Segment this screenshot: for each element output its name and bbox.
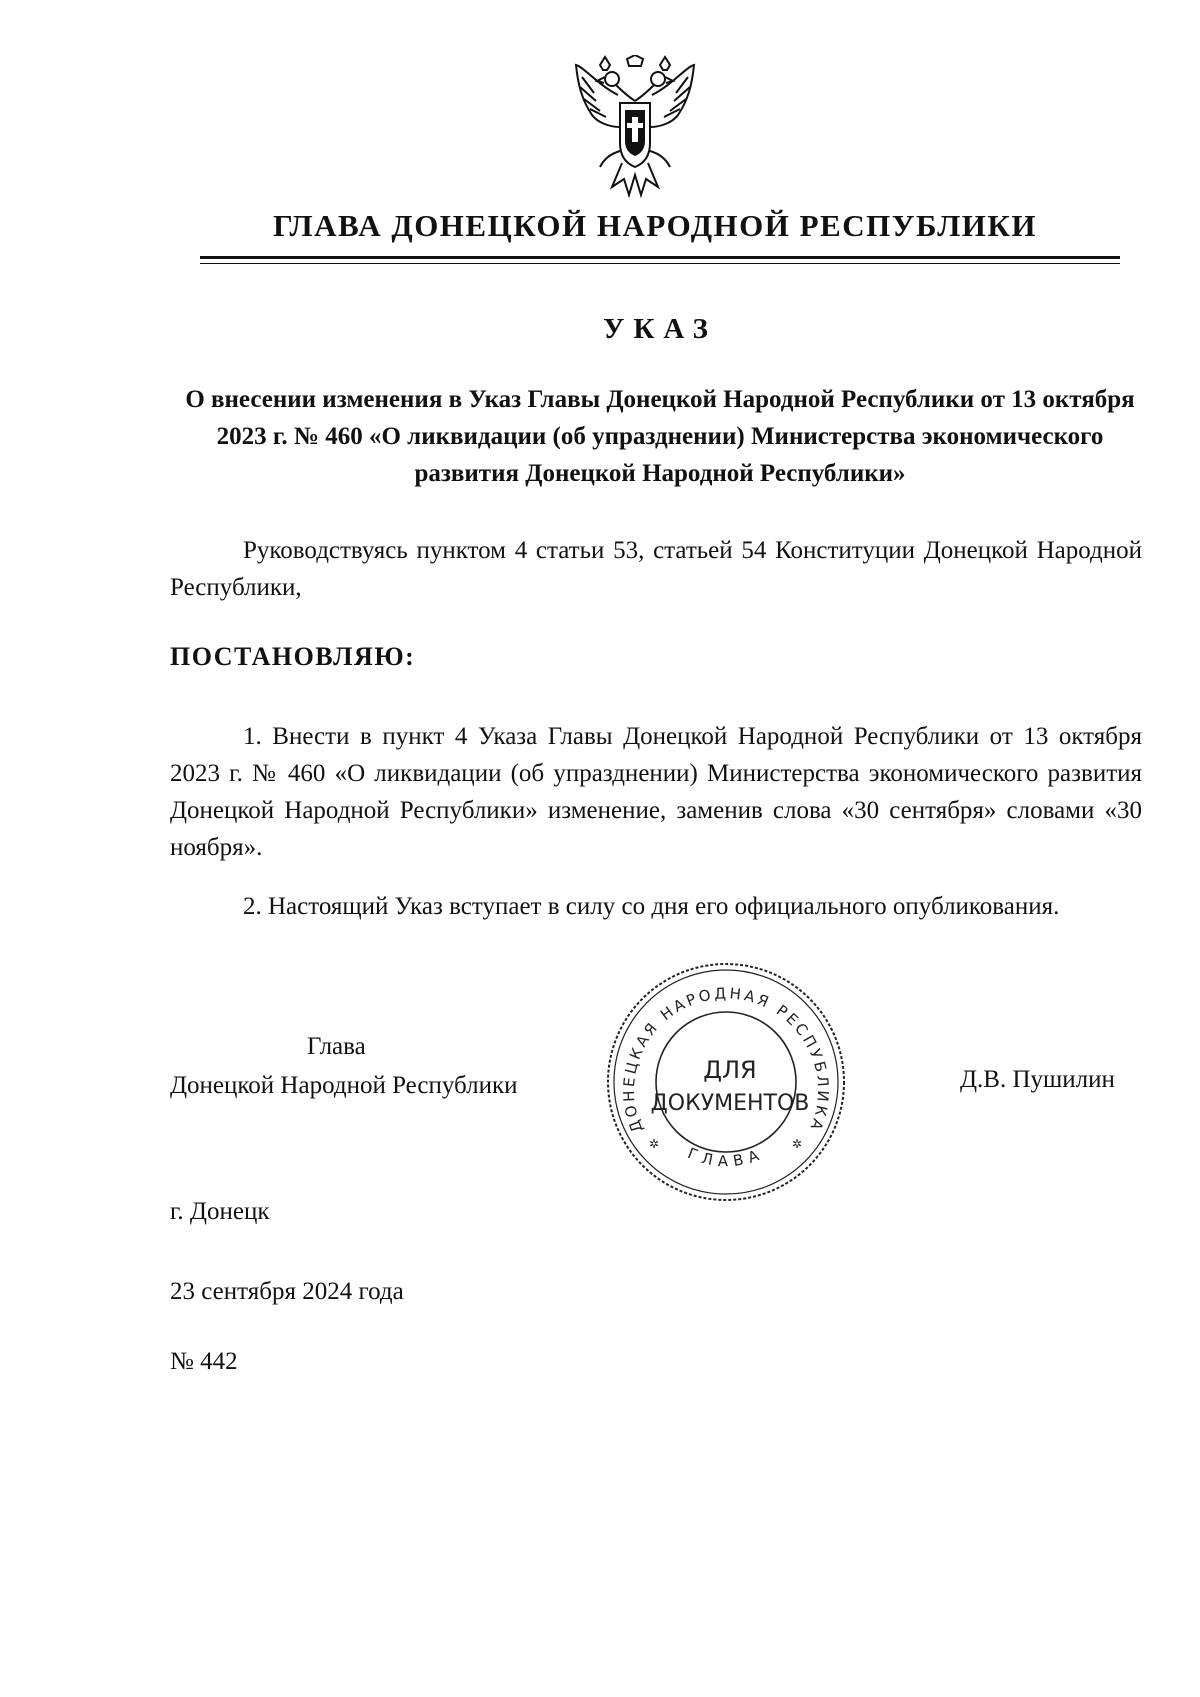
stamp-star-right-icon: ✲ (792, 1137, 803, 1151)
header-rule-thin (200, 263, 1120, 264)
decree-item-1: 1. Внести в пункт 4 Указа Главы Донецкой Народной Республики от 13 октября 2023 г. № 460 «О ликвидации (об упразднении) Министерства экономического развития Донецкой Народной Республики» изменение, заменив слова «30 сентября» словами «30 ноября». (170, 723, 1142, 861)
stamp-star-left-icon: ✲ (649, 1137, 660, 1151)
signatory-position-line-1: Глава (307, 1033, 366, 1060)
preamble-paragraph: Руководствуясь пунктом 4 статьи 53, статьей 54 Конституции Донецкой Народной Республики, (170, 537, 1142, 601)
signatory-position-line-2: Донецкой Народной Республики (170, 1072, 518, 1099)
official-stamp-seal (604, 960, 848, 1204)
stamp-bottom-text: ГЛАВА (685, 1144, 767, 1171)
header-rule-thick (200, 256, 1120, 259)
signatory-name: Д.В. Пушилин (960, 1066, 1115, 1093)
place-of-issue: г. Донецк (170, 1198, 270, 1225)
document-subject: О внесении изменения в Указ Главы Донецкой Народной Республики от 13 октября 2023 г. № 460 «О ликвидации (об упразднении) Министерства экономического развития Донецкой Народной Республики» (185, 386, 1135, 487)
signatory-position (170, 1027, 570, 1105)
stamp-center-line-1: ДЛЯ (703, 1056, 757, 1084)
date-of-issue: 23 сентября 2024 года (170, 1278, 404, 1305)
decree-item-2: 2. Настоящий Указ вступает в силу со дня его официального опубликования. (243, 893, 1060, 920)
double-headed-eagle-emblem-icon (570, 55, 700, 205)
decree-verb: ПОСТАНОВЛЯЮ: (170, 642, 416, 671)
svg-text:ГЛАВА (685, 1144, 767, 1170)
document-number: № 442 (170, 1348, 238, 1375)
stamp-ring-text: ДОНЕЦКАЯ НАРОДНАЯ РЕСПУБЛИКА (619, 984, 833, 1136)
stamp-center-line-2: ДОКУМЕНТОВ (650, 1091, 810, 1116)
issuing-authority-title: ГЛАВА ДОНЕЦКОЙ НАРОДНОЙ РЕСПУБЛИКИ (272, 208, 1038, 243)
document-type: УКАЗ (603, 313, 717, 345)
